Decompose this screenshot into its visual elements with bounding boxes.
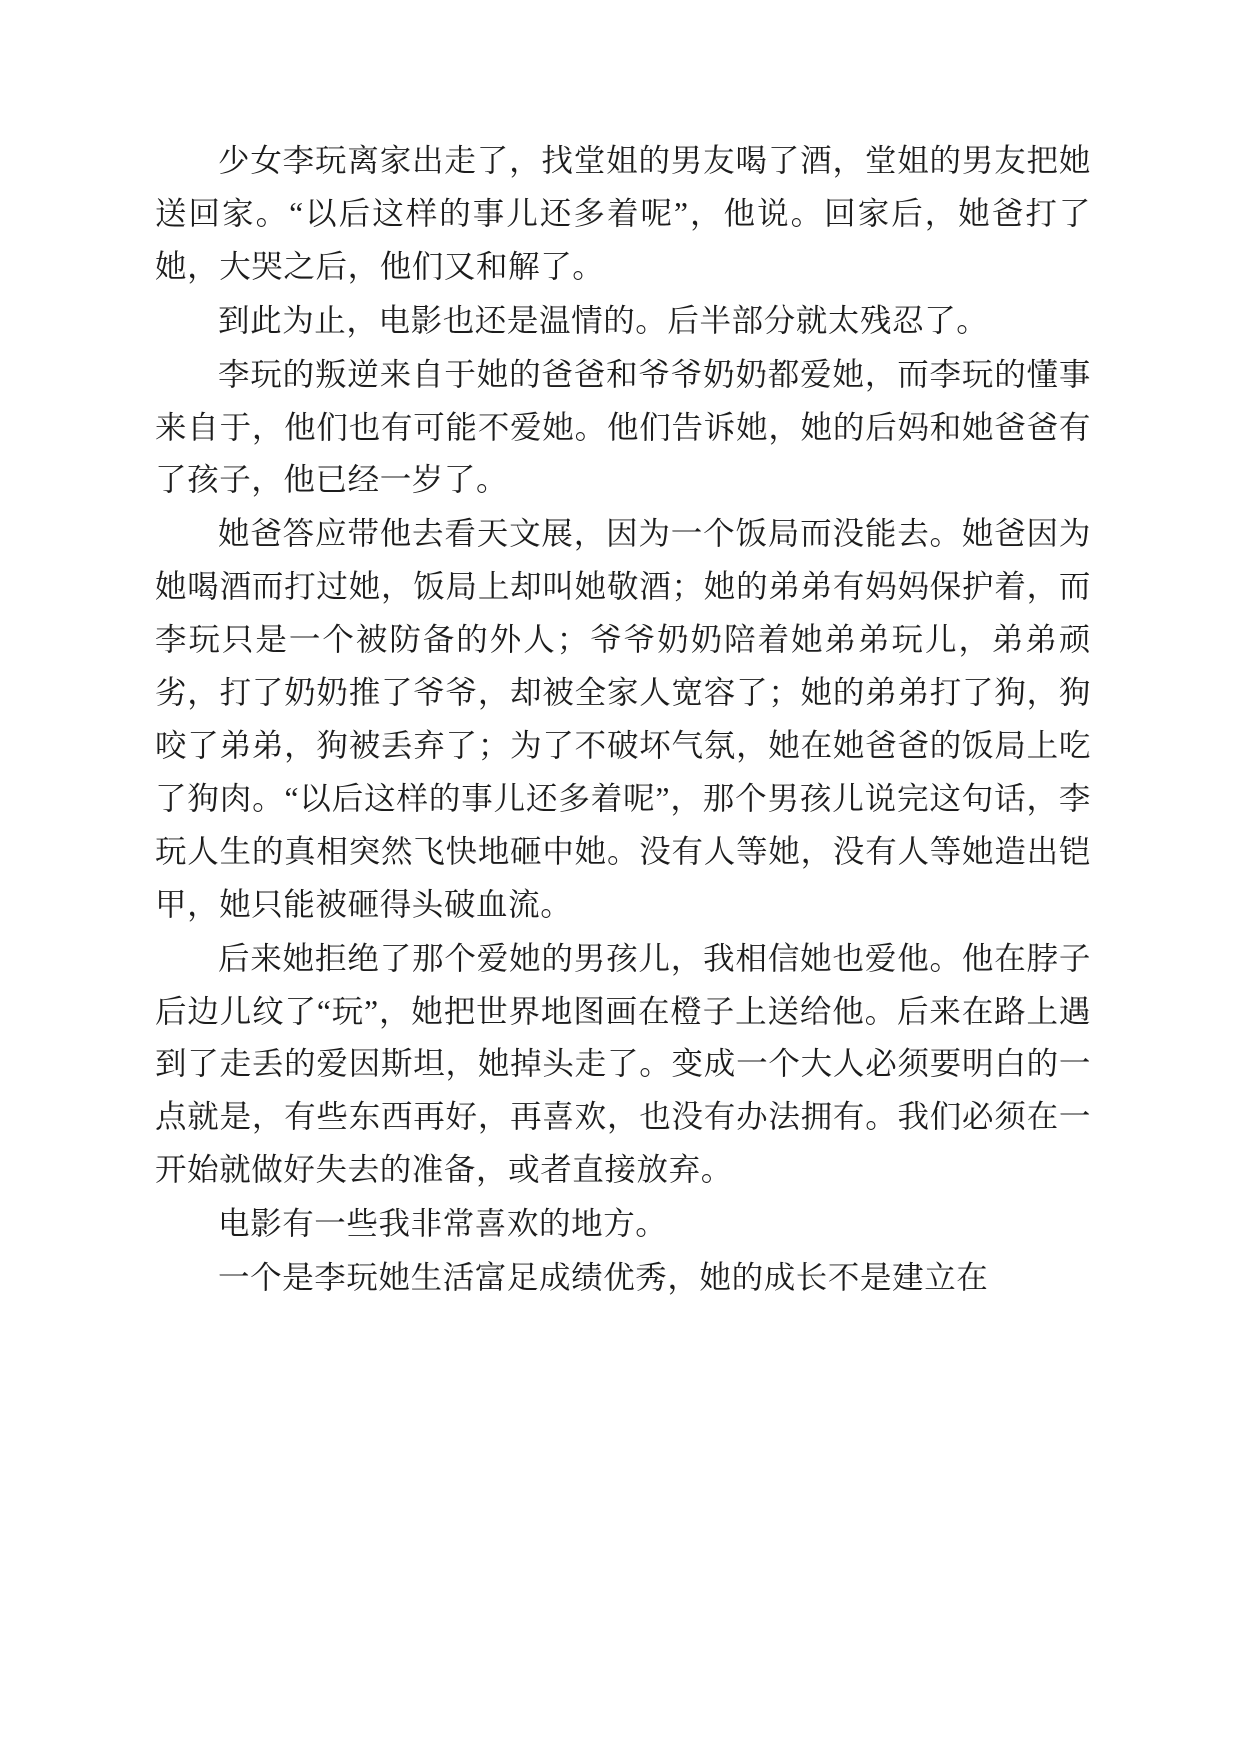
paragraph: 一个是李玩她生活富足成绩优秀，她的成长不是建立在 bbox=[218, 1260, 989, 1296]
paragraph: 后来她拒绝了那个爱她的男孩儿，我相信她也爱他。他在脖子后边儿纹了“玩”，她把世界地图画在橙子上送给他。后来在路上遇到了走丢的爱因斯坦，她掉头走了。变成一个大人必须要明白的一点就是，有些东西再好，再喜欢，也没有办法拥有。我们必须在一开始就做好失去的准备，或者直接放弃。 bbox=[155, 940, 1091, 1188]
paragraph: 电影有一些我非常喜欢的地方。 bbox=[218, 1206, 668, 1242]
document-body bbox=[155, 135, 1091, 1305]
paragraph: 李玩的叛逆来自于她的爸爸和爷爷奶奶都爱她，而李玩的懂事来自于，他们也有可能不爱她。他们告诉她，她的后妈和她爸爸有了孩子，他已经一岁了。 bbox=[155, 356, 1091, 498]
paragraph: 少女李玩离家出走了，找堂姐的男友喝了酒，堂姐的男友把她送回家。“以后这样的事儿还多着呢”，他说。回家后，她爸打了她，大哭之后，他们又和解了。 bbox=[155, 143, 1091, 284]
paragraph: 到此为止，电影也还是温情的。后半部分就太残忍了。 bbox=[218, 302, 989, 338]
paragraph: 她爸答应带他去看天文展，因为一个饭局而没能去。她爸因为她喝酒而打过她，饭局上却叫她敬酒；她的弟弟有妈妈保护着，而李玩只是一个被防备的外人；爷爷奶奶陪着她弟弟玩儿，弟弟顽劣，打了奶奶推了爷爷，却被全家人宽容了；她的弟弟打了狗，狗咬了弟弟，狗被丢弃了；为了不破坏气氛，她在她爸爸的饭局上吃了狗肉。“以后这样的事儿还多着呢”，那个男孩儿说完这句话，李玩人生的真相突然飞快地砸中她。没有人等她，没有人等她造出铠甲，她只能被砸得头破血流。 bbox=[155, 516, 1091, 922]
